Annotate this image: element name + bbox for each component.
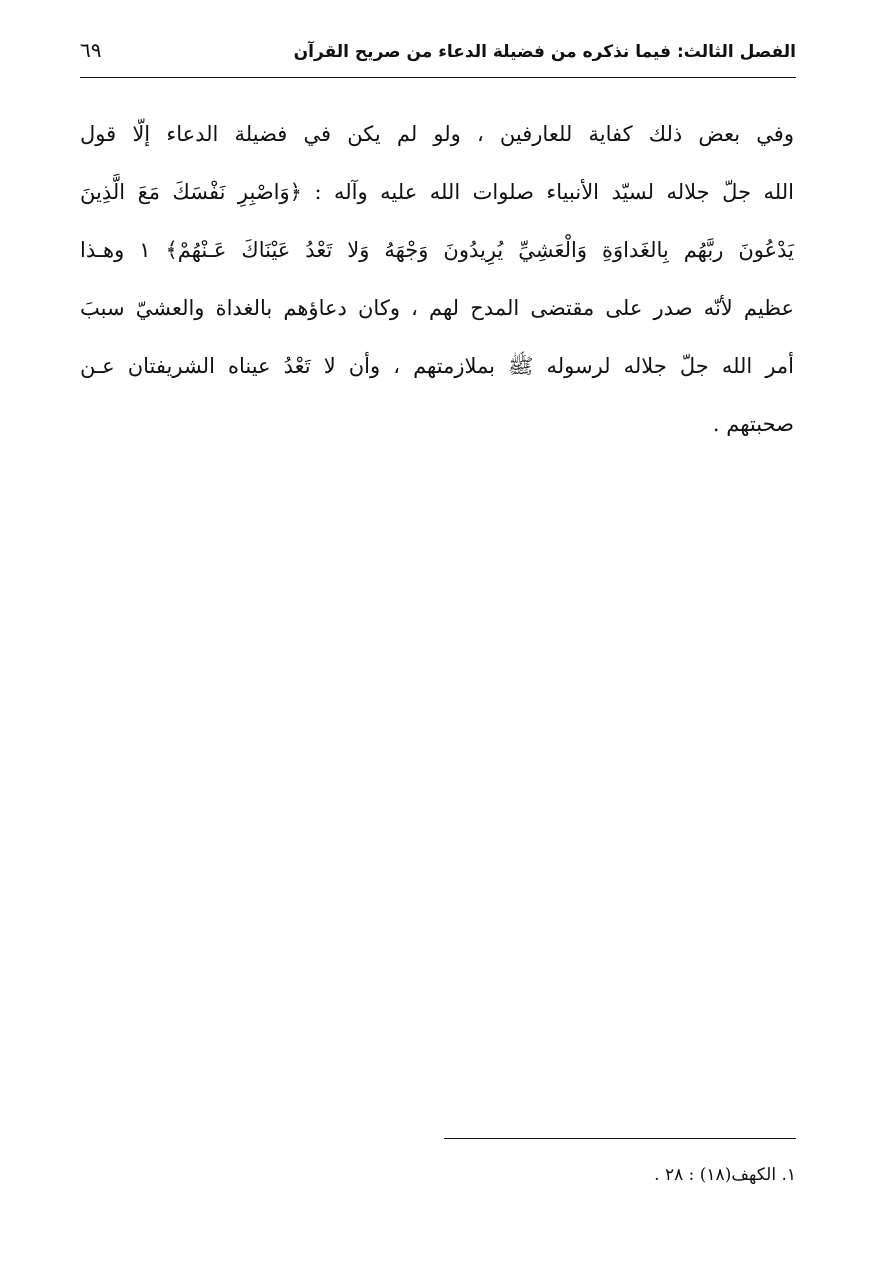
text-line: صحبتهم . xyxy=(712,412,794,436)
text-line: أمر الله جلّ جلاله لرسوله ﷺ بملازمتهم ، وأن لا تَعْدُ عيناه الشريفتان عـن xyxy=(80,354,794,378)
chapter-title: الفصل الثالث: فيما نذكره من فضيلة الدعاء من صريح القرآن xyxy=(293,42,796,62)
text-line: يَدْعُونَ ربَّهُم بِالغَداوَةِ وَالْعَشِيِّ يُرِيدُونَ وَجْهَهُ وَلا تَعْدُ عَيْنَاكَ عَـنْهُمْ﴾ ١ وهـذا xyxy=(80,238,794,262)
page-number: ٦٩ xyxy=(80,38,102,62)
text-line: عظيم لأنّه صدر على مقتضى المدح لهم ، وكان دعاؤهم بالغداة والعشيّ سببَ xyxy=(80,296,794,320)
footnote-separator xyxy=(444,1138,796,1139)
running-header xyxy=(80,28,796,78)
header-rule xyxy=(80,77,796,78)
text-line: الله جلّ جلاله لسيّد الأنبياء صلوات الله عليه وآله : ﴿وَاصْبِرِ نَفْسَكَ مَعَ الَّذِينَ xyxy=(80,180,794,204)
body-paragraph xyxy=(80,110,794,458)
footnote: ١. الكهف(١٨) : ٢٨ . xyxy=(654,1165,796,1185)
text-line: وفي بعض ذلك كفاية للعارفين ، ولو لم يكن في فضيلة الدعاء إلّا قول xyxy=(80,122,794,146)
